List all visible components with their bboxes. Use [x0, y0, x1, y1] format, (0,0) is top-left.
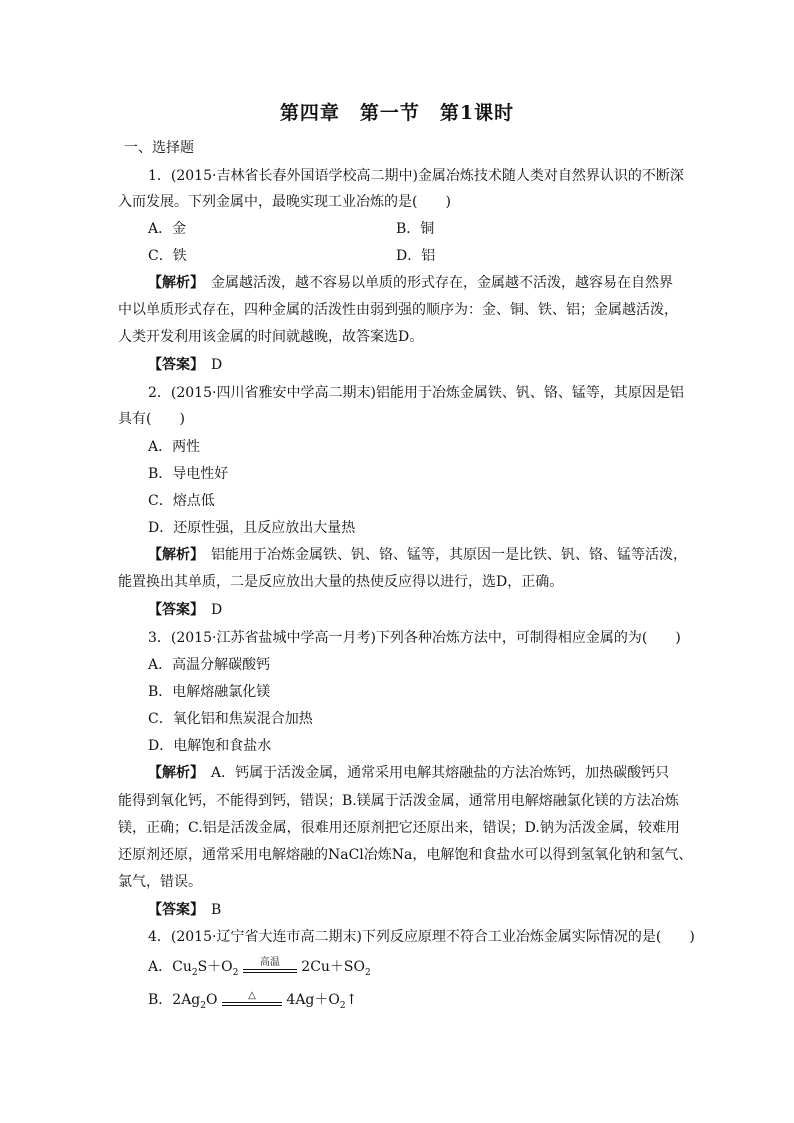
reaction-condition: △: [248, 990, 256, 1001]
q1-option-c: C．铁: [148, 248, 187, 264]
q1-analysis-line3: 人类开发利用该金属的时间就越晚，故答案选D。: [118, 329, 424, 345]
q4-option-a-cu: A．Cu: [148, 959, 192, 975]
q3-option-c: C．氧化铝和焦炭混合加热: [148, 711, 313, 727]
subscript-2: 2: [339, 1000, 346, 1011]
q3-option-d: D．电解饱和食盐水: [148, 738, 272, 754]
answer-label: 【答案】: [148, 602, 197, 618]
q1-option-a: A．金: [148, 221, 187, 237]
q3-analysis-text: A．钙属于活泼金属，通常采用电解其熔融盐的方法冶炼钙，加热碳酸钙只: [197, 765, 670, 781]
answer-label: 【答案】: [148, 902, 197, 918]
q1-analysis-text: 金属越活泼，越不容易以单质的形式存在，金属越不活泼，越容易在自然界: [197, 275, 673, 291]
q1-analysis-line2: 中以单质形式存在，四种金属的活泼性由弱到强的顺序为：金、铜、铁、铝；金属越活泼，: [118, 302, 678, 318]
q2-stem-line2: 具有( ): [118, 411, 185, 427]
q2-analysis-line1: [148, 545, 708, 565]
q4-option-b-ag: B．2Ag: [148, 992, 201, 1008]
q3-answer: [148, 900, 708, 920]
page-title: 第四章 第一节 第1课时: [279, 102, 515, 124]
q1-stem-line1: 1．(2015·吉林省长春外国语学校高二期中)金属冶炼技术随人类对自然界认识的不断深: [148, 168, 684, 184]
q3-analysis-line4: 还原剂还原，通常采用电解熔融的NaCl冶炼Na，电解饱和食盐水可以得到氢氧化钠和氢气、: [118, 847, 693, 863]
q2-option-a: A．两性: [148, 439, 201, 455]
q2-analysis-text: 铝能用于冶炼金属铁、钒、铬、锰等，其原因一是比铁、钒、铬、锰等活泼，: [197, 547, 687, 563]
q2-option-b: B．导电性好: [148, 466, 229, 482]
equals-sign-heat: [222, 990, 282, 1010]
subscript-2: 2: [191, 967, 198, 978]
q2-answer-value: D: [197, 602, 223, 618]
reaction-condition: 高温: [259, 957, 280, 968]
q1-option-b: B．铜: [396, 221, 435, 237]
q2-option-d: D．还原性强，且反应放出大量热: [148, 520, 356, 536]
q1-analysis-line1: [148, 273, 708, 293]
subscript-2: 2: [232, 967, 239, 978]
q3-answer-value: B: [197, 902, 222, 918]
q4-stem-line1: 4．(2015·辽宁省大连市高二期末)下列反应原理不符合工业冶炼金属实际情况的是( ): [148, 929, 695, 945]
equals-sign-high-temp: [243, 957, 297, 977]
q4-option-a-o: S＋O: [197, 959, 233, 975]
q2-stem-line1: 2．(2015·四川省雅安中学高二期末)铝能用于冶炼金属铁、钒、铬、锰等，其原因是铝: [148, 385, 684, 401]
q1-answer: [148, 355, 708, 375]
q4-option-a: [148, 957, 708, 983]
q1-answer-value: D: [197, 357, 223, 373]
q3-analysis-line2: 能得到氧化钙，不能得到钙，错误；B.镁属于活泼金属，通常用电解熔融氯化镁的方法冶炼: [118, 793, 679, 809]
analysis-label: 【解析】: [148, 275, 197, 291]
section-heading: 一、选择题: [124, 140, 194, 156]
subscript-2: 2: [365, 967, 371, 978]
subscript-2: 2: [200, 1000, 207, 1011]
answer-label: 【答案】: [148, 357, 197, 373]
up-arrow-icon: ↑: [345, 992, 358, 1008]
q1-option-d: D．铝: [396, 248, 436, 264]
q1-stem-line2: 入而发展。下列金属中，最晚实现工业冶炼的是( ): [118, 194, 451, 210]
q2-option-c: C．熔点低: [148, 493, 215, 509]
q3-stem-line1: 3．(2015·江苏省盐城中学高一月考)下列各种冶炼方法中，可制得相应金属的为( ): [148, 630, 681, 646]
q4-option-a-products: 2Cu＋SO: [301, 959, 366, 975]
q3-analysis-line1: [148, 763, 708, 783]
q3-analysis-line5: 氯气，错误。: [118, 874, 202, 890]
q4-option-b: [148, 990, 708, 1016]
q2-answer: [148, 600, 708, 620]
q3-option-a: A．高温分解碳酸钙: [148, 657, 271, 673]
analysis-label: 【解析】: [148, 765, 197, 781]
q4-option-b-o: O: [206, 992, 218, 1008]
q4-option-b-products: 4Ag＋O: [286, 992, 340, 1008]
q3-analysis-line3: 镁，正确；C.铝是活泼金属，很难用还原剂把它还原出来，错误；D.钠为活泼金属，较难用: [118, 820, 680, 836]
q3-option-b: B．电解熔融氯化镁: [148, 684, 271, 700]
q2-analysis-line2: 能置换出其单质，二是反应放出大量的热使反应得以进行，选D，正确。: [118, 574, 564, 590]
analysis-label: 【解析】: [148, 547, 197, 563]
